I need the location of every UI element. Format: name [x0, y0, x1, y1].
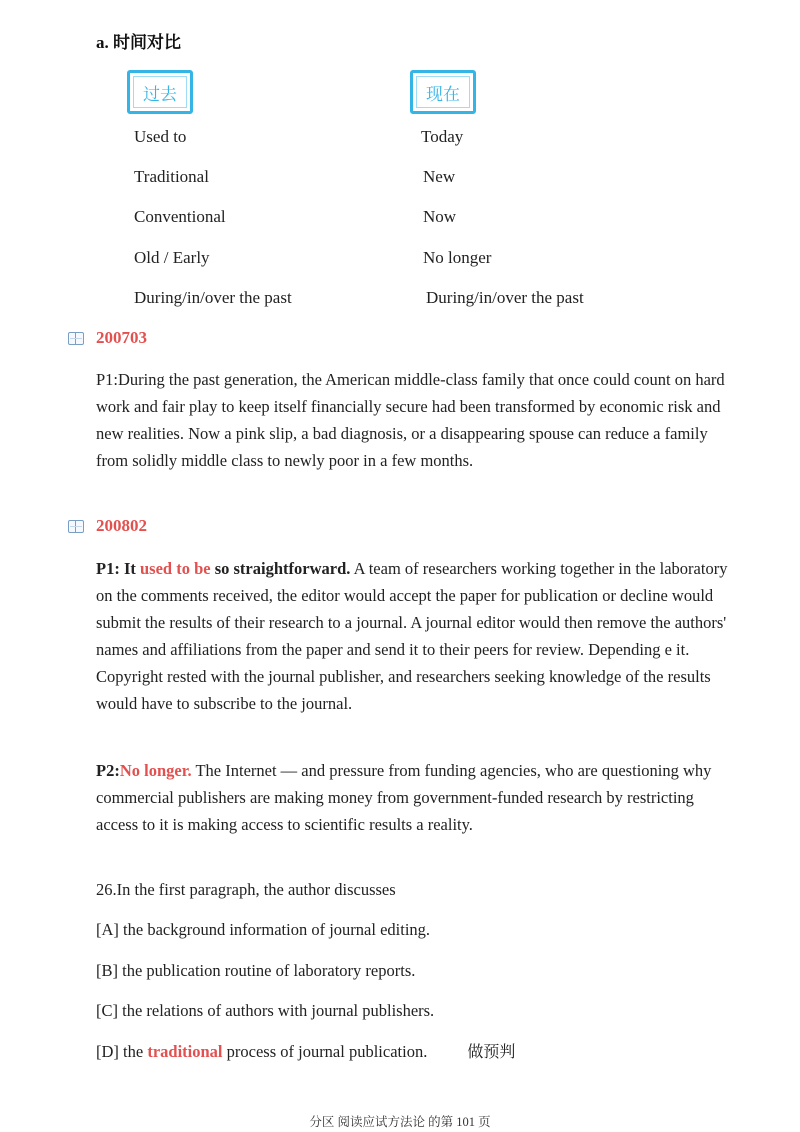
- past-word: During/in/over the past: [134, 288, 292, 307]
- book-icon: [68, 332, 84, 345]
- p2-highlight: No longer.: [119, 761, 192, 780]
- p1-label: P1: It: [96, 559, 140, 578]
- past-tag-inner-border: [133, 76, 187, 108]
- exam1-paragraph-1: P1:During the past generation, the American middle-class family that once could count on hard work and fair play to keep itself financially secure had been transformed by economic risk and new realities. Now a pink slip, a bad diagnosis, or a disappearing spouse can reduce a family from solidly middle class to newly poor in a few months.: [96, 370, 725, 470]
- p1-text: A team of researchers working together in the laboratory on the comments received, the editor would accept the paper for publication or decline would submit the results of their research to a journal. A journal editor would then remove the authors' names and affiliations from the paper and send it to their peers for review. Depending e it. Copyright rested with the journal publisher, and researchers seeking knowledge of the results would have to subscribe to the journal.: [96, 559, 728, 713]
- option-d-suffix: process of journal publication.: [222, 1042, 428, 1061]
- option-a: [A] the background information of journal editing.: [96, 920, 431, 939]
- exam-code: 200802: [96, 516, 147, 535]
- option-d-prefix: [D] the: [96, 1042, 148, 1061]
- prejudge-note: 做预判: [467, 1042, 516, 1061]
- now-word: Now: [423, 207, 457, 226]
- now-word: Today: [421, 127, 464, 146]
- now-word: During/in/over the past: [426, 288, 584, 307]
- now-tag-inner-border: [416, 76, 470, 108]
- exam-code: 200703: [96, 328, 147, 347]
- past-word: Traditional: [134, 167, 209, 186]
- exam2-paragraph-1: [96, 555, 736, 717]
- exam-header-200802: [68, 516, 147, 536]
- question-stem: 26.In the first paragraph, the author discusses: [96, 880, 396, 899]
- section-heading: a. 时间对比: [96, 33, 181, 52]
- p1-highlight: used to be: [140, 559, 211, 578]
- past-word: Used to: [134, 127, 187, 146]
- option-d-highlight: traditional: [147, 1042, 223, 1061]
- option-b: [B] the publication routine of laboratory reports.: [96, 961, 416, 980]
- option-c: [C] the relations of authors with journal publishers.: [96, 1001, 435, 1020]
- now-word: New: [423, 167, 456, 186]
- now-tag-label: 现在: [426, 84, 460, 104]
- past-word: Conventional: [134, 207, 226, 226]
- past-tag-label: 过去: [143, 84, 177, 104]
- past-word: Old / Early: [134, 248, 210, 267]
- exam2-paragraph-2: [96, 757, 736, 838]
- option-d: [96, 1039, 515, 1062]
- now-tag: [410, 70, 476, 114]
- p2-label: P2:: [96, 761, 120, 780]
- now-word: No longer: [423, 248, 492, 267]
- page-footer: 分区 阅读应试方法论 的第 101 页: [309, 1115, 491, 1129]
- exam-header-200703: [68, 328, 147, 348]
- past-tag: [127, 70, 193, 114]
- p1-bold-rest: so straightforward.: [210, 559, 351, 578]
- book-icon: [68, 520, 84, 533]
- p2-text: The Internet — and pressure from funding agencies, who are questioning why commercial publishers are making money from government-funded research by restricting access to it is making access to scientific results a reality.: [96, 761, 712, 834]
